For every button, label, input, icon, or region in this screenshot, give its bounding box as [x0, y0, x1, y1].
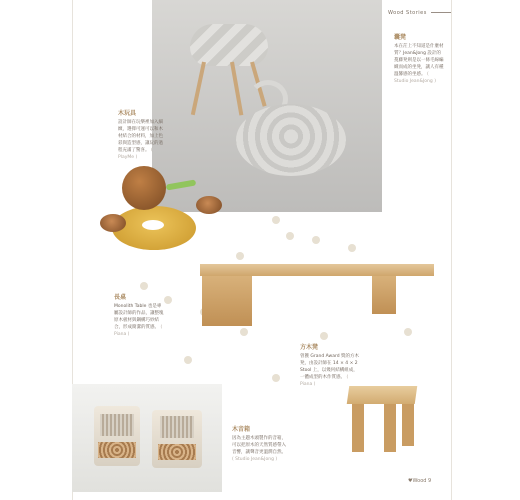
- page-footer: ♥Wood 9: [408, 478, 432, 484]
- toy-wheel: [196, 196, 222, 214]
- caption-body: 設計師在玩樂裡加入細緻，選擇可運可以和木材結合的材料，加上色彩與造型感，讓玩的過程充滿了驚喜。: [118, 120, 163, 153]
- caption-speaker-box: [232, 426, 288, 463]
- caption-title: 囊凳: [394, 34, 407, 41]
- caption-credit: ( Piana ): [114, 325, 163, 337]
- decor-dot: [184, 356, 192, 364]
- decor-dot: [140, 282, 148, 290]
- speaker-logs: [158, 444, 196, 460]
- page-header: Wood Stories: [388, 10, 451, 16]
- stool-leg: [191, 62, 206, 116]
- square-stool-top: [347, 386, 418, 404]
- square-stool-leg: [402, 404, 414, 446]
- decor-dot: [348, 244, 356, 252]
- caption-body: 曾獲 Grand Award 獎的方木凳，由設計師在 14 × 4 × 2 Stool 上，以幾何結構組成，一體成型的木作質感。: [300, 354, 360, 380]
- decor-dot: [236, 252, 244, 260]
- decor-dot: [320, 332, 328, 340]
- decor-dot: [286, 232, 294, 240]
- caption-credit: ( Studio Jean&Jong ): [394, 72, 436, 84]
- caption-credit: ( Studio Jean&Jong ): [232, 457, 278, 462]
- decor-dot: [312, 236, 320, 244]
- caption-knit-stool: [394, 34, 444, 85]
- caption-wood-toy: [118, 110, 166, 161]
- caption-title: 長桌: [114, 294, 127, 301]
- caption-body: 因為主題木頭製作的音箱，可以把原木的天然質感帶入音響，讓聲音更溫潤自然。: [232, 436, 286, 455]
- caption-body: 本在茫上不知道是什麼材質？Jean&Jong 設計的蔓藤凳則是以一條毛線編織而成的坐凳，讓人有種溫馨感的坐感。: [394, 44, 444, 77]
- speaker-grill: [100, 414, 134, 436]
- speaker-logs: [98, 442, 136, 458]
- bench-top: [200, 264, 434, 276]
- caption-credit: ( Piana ): [300, 375, 349, 387]
- square-stool-leg: [352, 404, 364, 452]
- speaker-photo: [72, 384, 222, 492]
- caption-title: 木音箱: [232, 426, 251, 433]
- toy-base-hole: [142, 220, 164, 230]
- caption-credit: ( PlayMe ): [118, 148, 153, 160]
- caption-title: 木玩具: [118, 110, 137, 117]
- bench-leg: [202, 276, 252, 326]
- stool-leg: [230, 62, 243, 116]
- speaker-grill: [160, 416, 194, 438]
- square-stool-leg: [384, 404, 396, 452]
- decor-dot: [240, 328, 248, 336]
- knit-stool-seat: [190, 24, 268, 66]
- decor-dot: [164, 296, 172, 304]
- decor-dot: [272, 374, 280, 382]
- caption-bench: [114, 294, 164, 338]
- decor-dot: [404, 328, 412, 336]
- caption-title: 方木凳: [300, 344, 319, 351]
- bench-leg: [372, 276, 396, 314]
- toy-wooden-ball: [122, 166, 166, 210]
- caption-body: Monolith Table 也是專屬設計師的作品，讓整塊原木板材與鋼構巧妙結合，形成簡潔的質感。: [114, 304, 164, 330]
- rope-knot: [236, 104, 346, 176]
- toy-wheel: [100, 214, 126, 232]
- decor-dot: [272, 216, 280, 224]
- caption-square-stool: [300, 344, 360, 388]
